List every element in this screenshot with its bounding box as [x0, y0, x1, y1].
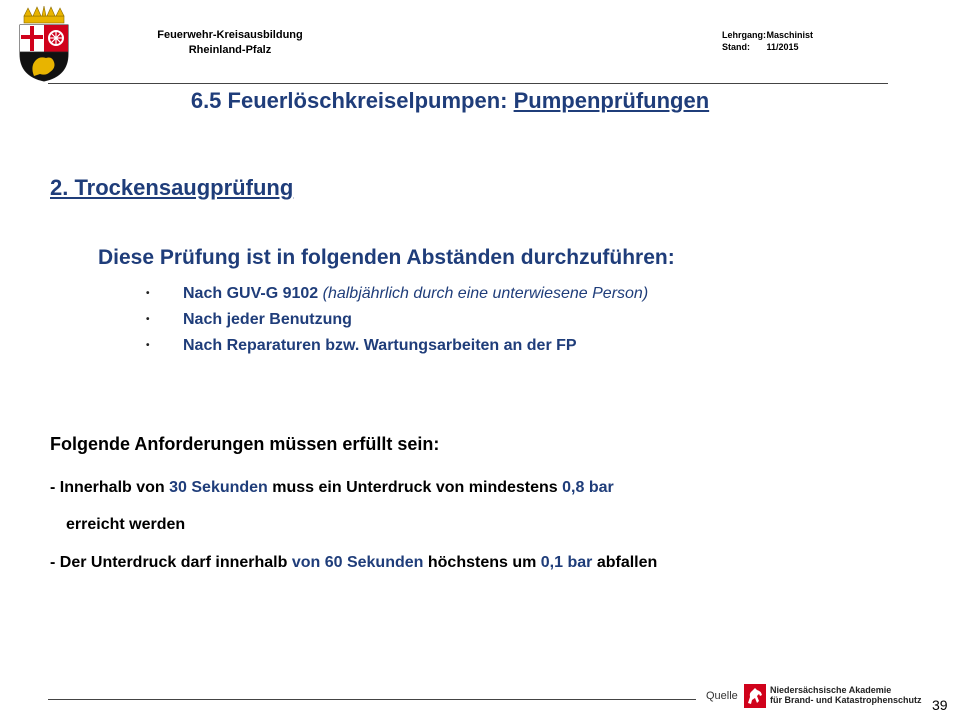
bullet-main: Nach GUV-G 9102	[183, 285, 323, 302]
course-info	[722, 29, 813, 53]
req2-text-e: abfallen	[592, 554, 658, 571]
section-heading: 2. Trockensaugprüfung	[50, 175, 294, 200]
req2-text-a: - Der Unterdruck darf innerhalb	[50, 554, 292, 571]
req2-time: von 60 Sekunden	[291, 554, 424, 571]
req1-time: 30 Sekunden	[169, 479, 268, 496]
req1-text-c: muss ein Unterdruck von mindestens	[267, 479, 563, 496]
req1-text-a: - Innerhalb von	[50, 479, 170, 496]
list-item	[146, 284, 648, 310]
academy-line-1: Niedersächsische Akademie	[770, 685, 892, 695]
lower-saxony-horse-icon	[744, 684, 766, 708]
header-divider	[48, 83, 888, 84]
requirement-1	[50, 479, 614, 497]
organization-line-2: Rheinland-Pfalz	[188, 44, 272, 56]
requirement-2	[50, 554, 657, 572]
list-item	[146, 336, 648, 362]
footer-divider	[48, 699, 696, 700]
interval-list	[146, 284, 648, 362]
bullet-main: Nach jeder Benutzung	[183, 311, 352, 328]
bullet-note: (halbjährlich durch eine unterwiesene Person)	[322, 285, 649, 302]
bullet-icon: •	[146, 340, 150, 351]
title-prefix: 6.5 Feuerlöschkreiselpumpen:	[190, 88, 514, 113]
course-label: Lehrgang:	[722, 30, 766, 40]
organization-line-1: Feuerwehr-Kreisausbildung	[157, 29, 303, 41]
coat-of-arms-icon	[16, 6, 72, 82]
req1-pressure: 0,8 bar	[562, 479, 614, 496]
page-number: 39	[932, 697, 948, 713]
requirement-1-continuation: erreicht werden	[66, 516, 186, 533]
req2-pressure: 0,1 bar	[540, 554, 593, 571]
academy-name	[770, 685, 922, 705]
bullet-main: Nach Reparaturen bzw. Wartungsarbeiten an der FP	[183, 337, 577, 354]
page-title	[0, 88, 900, 114]
section-intro: Diese Prüfung ist in folgenden Abständen durchzuführen:	[98, 246, 675, 269]
source-label: Quelle	[706, 690, 738, 702]
title-underlined: Pumpenprüfungen	[513, 88, 710, 113]
organization-name	[100, 28, 360, 58]
bullet-icon: •	[146, 288, 150, 299]
course-value: Maschinist	[766, 30, 814, 40]
req2-text-c: höchstens um	[423, 554, 541, 571]
list-item	[146, 310, 648, 336]
requirements-title: Folgende Anforderungen müssen erfüllt sein:	[50, 434, 440, 454]
stand-label: Stand:	[722, 42, 750, 52]
academy-line-2: für Brand- und Katastrophenschutz	[770, 695, 922, 705]
bullet-icon: •	[146, 314, 150, 325]
stand-value: 11/2015	[766, 42, 799, 52]
